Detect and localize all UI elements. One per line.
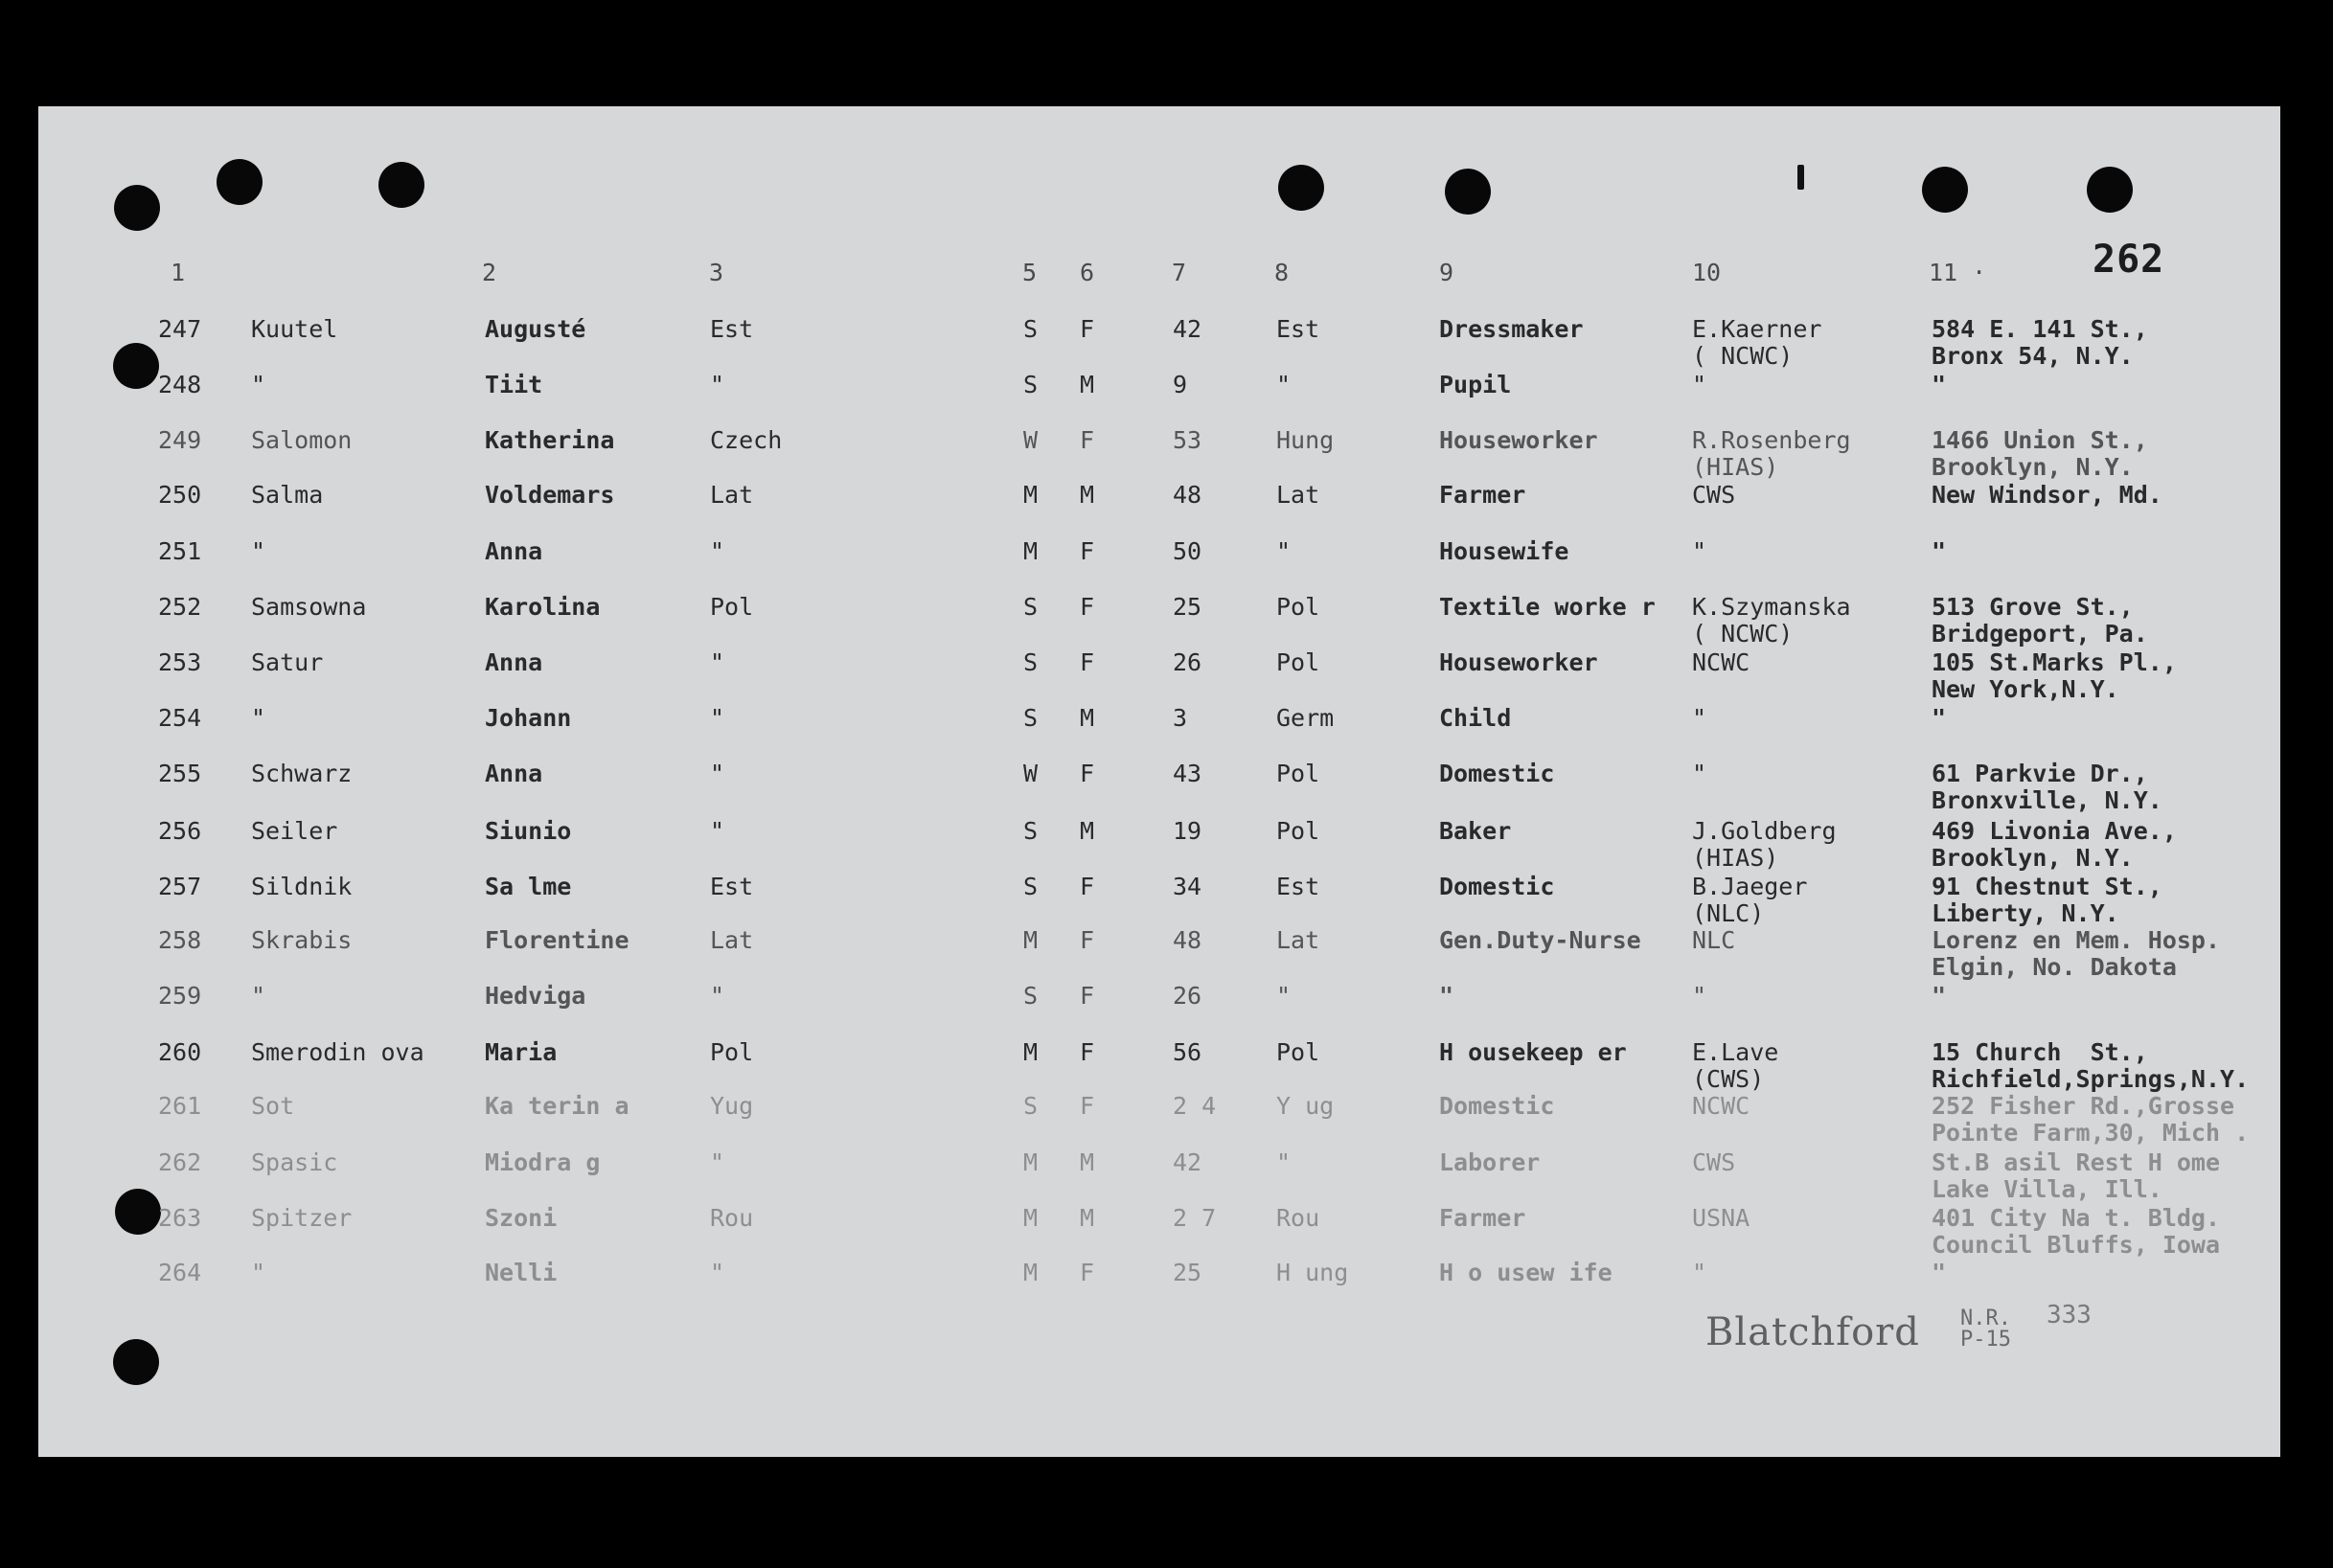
nationality: " bbox=[710, 648, 725, 676]
age: 25 bbox=[1173, 593, 1202, 621]
surname: Spasic bbox=[251, 1148, 338, 1176]
sex: F bbox=[1080, 1259, 1095, 1286]
occupation: Domestic bbox=[1439, 873, 1555, 900]
row-number: 259 bbox=[158, 982, 202, 1010]
agency: CWS bbox=[1692, 1148, 1736, 1176]
age: 53 bbox=[1173, 426, 1202, 454]
occupation: H ousekeep er bbox=[1439, 1038, 1627, 1066]
occupation: Domestic bbox=[1439, 760, 1555, 787]
marital-status: S bbox=[1023, 982, 1039, 1010]
address: 15 Church St., Richfield,Springs,N.Y. bbox=[1932, 1038, 2250, 1093]
address: 584 E. 141 St., Bronx 54, N.Y. bbox=[1932, 315, 2148, 370]
given-name: Anna bbox=[485, 537, 543, 565]
row-number: 257 bbox=[158, 873, 202, 900]
agency: NCWC bbox=[1692, 648, 1750, 676]
row-number: 258 bbox=[158, 926, 202, 954]
age: 42 bbox=[1173, 315, 1202, 343]
country: Pol bbox=[1276, 760, 1320, 787]
surname: Seiler bbox=[251, 817, 338, 845]
marital-status: M bbox=[1023, 537, 1039, 565]
marital-status: S bbox=[1023, 817, 1039, 845]
country: Rou bbox=[1276, 1204, 1320, 1232]
address: 61 Parkvie Dr., Bronxville, N.Y. bbox=[1932, 760, 2162, 814]
row-number: 250 bbox=[158, 481, 202, 509]
address: St.B asil Rest H ome Lake Villa, Ill. bbox=[1932, 1148, 2221, 1203]
address: " bbox=[1932, 1259, 1947, 1286]
marital-status: W bbox=[1023, 760, 1039, 787]
country: H ung bbox=[1276, 1259, 1349, 1286]
address: " bbox=[1932, 704, 1947, 732]
marital-status: M bbox=[1023, 1204, 1039, 1232]
marital-status: S bbox=[1023, 704, 1039, 732]
sex: F bbox=[1080, 315, 1095, 343]
occupation: H o usew ife bbox=[1439, 1259, 1613, 1286]
address: " bbox=[1932, 982, 1947, 1010]
nationality: " bbox=[710, 371, 725, 398]
sex: F bbox=[1080, 1038, 1095, 1066]
surname: " bbox=[251, 537, 266, 565]
table-row bbox=[0, 818, 2333, 874]
table-row bbox=[0, 1205, 2333, 1261]
given-name: Szoni bbox=[485, 1204, 558, 1232]
agency: R.Rosenberg (HIAS) bbox=[1692, 426, 1851, 481]
given-name: Florentine bbox=[485, 926, 629, 954]
table-row bbox=[0, 1093, 2333, 1148]
address: 401 City Na t. Bldg. Council Bluffs, Iowa bbox=[1932, 1204, 2221, 1259]
occupation: Baker bbox=[1439, 817, 1512, 845]
surname: " bbox=[251, 1259, 266, 1286]
punch-hole bbox=[114, 185, 160, 231]
marital-status: M bbox=[1023, 1148, 1039, 1176]
address: 252 Fisher Rd.,Grosse Pointe Farm,30, Mich . bbox=[1932, 1092, 2250, 1147]
marital-status: S bbox=[1023, 1092, 1039, 1120]
nationality: Rou bbox=[710, 1204, 754, 1232]
given-name: Johann bbox=[485, 704, 572, 732]
occupation: Housewife bbox=[1439, 537, 1569, 565]
sex: F bbox=[1080, 593, 1095, 621]
given-name: Katherina bbox=[485, 426, 615, 454]
row-number: 263 bbox=[158, 1204, 202, 1232]
sex: F bbox=[1080, 1092, 1095, 1120]
sex: F bbox=[1080, 648, 1095, 676]
agency: USNA bbox=[1692, 1204, 1750, 1232]
agency: B.Jaeger (NLC) bbox=[1692, 873, 1808, 927]
given-name: Ka terin a bbox=[485, 1092, 629, 1120]
nationality: " bbox=[710, 537, 725, 565]
sex: M bbox=[1080, 1148, 1095, 1176]
agency: " bbox=[1692, 537, 1707, 565]
age: 48 bbox=[1173, 926, 1202, 954]
column-header: 8 bbox=[1274, 259, 1290, 286]
surname: Satur bbox=[251, 648, 324, 676]
surname: Smerodin ova bbox=[251, 1038, 424, 1066]
table-row bbox=[0, 372, 2333, 427]
age: 3 bbox=[1173, 704, 1188, 732]
nationality: Pol bbox=[710, 593, 754, 621]
occupation: Houseworker bbox=[1439, 648, 1598, 676]
occupation: Dressmaker bbox=[1439, 315, 1584, 343]
column-header: 7 bbox=[1172, 259, 1187, 286]
row-number: 251 bbox=[158, 537, 202, 565]
occupation: Pupil bbox=[1439, 371, 1512, 398]
country: Pol bbox=[1276, 817, 1320, 845]
occupation: Farmer bbox=[1439, 1204, 1526, 1232]
nationality: Est bbox=[710, 315, 754, 343]
sex: M bbox=[1080, 817, 1095, 845]
table-row bbox=[0, 427, 2333, 483]
given-name: Karolina bbox=[485, 593, 601, 621]
nationality: Lat bbox=[710, 926, 754, 954]
country: Pol bbox=[1276, 1038, 1320, 1066]
surname: Skrabis bbox=[251, 926, 353, 954]
given-name: Sa lme bbox=[485, 873, 572, 900]
sex: M bbox=[1080, 371, 1095, 398]
column-header: 10 bbox=[1692, 259, 1722, 286]
table-row bbox=[0, 482, 2333, 537]
address: 513 Grove St., Bridgeport, Pa. bbox=[1932, 593, 2148, 648]
punch-hole bbox=[2087, 167, 2133, 213]
occupation: " bbox=[1439, 982, 1454, 1010]
occupation: Farmer bbox=[1439, 481, 1526, 509]
agency: " bbox=[1692, 704, 1707, 732]
marital-status: M bbox=[1023, 1259, 1039, 1286]
occupation: Houseworker bbox=[1439, 426, 1598, 454]
row-number: 261 bbox=[158, 1092, 202, 1120]
age: 34 bbox=[1173, 873, 1202, 900]
table-row bbox=[0, 761, 2333, 816]
table-row bbox=[0, 649, 2333, 705]
agency: " bbox=[1692, 982, 1707, 1010]
agency: NCWC bbox=[1692, 1092, 1750, 1120]
agency: " bbox=[1692, 371, 1707, 398]
nationality: Czech bbox=[710, 426, 783, 454]
row-number: 255 bbox=[158, 760, 202, 787]
given-name: Nelli bbox=[485, 1259, 558, 1286]
given-name: Anna bbox=[485, 648, 543, 676]
occupation: Gen.Duty-Nurse bbox=[1439, 926, 1641, 954]
row-number: 256 bbox=[158, 817, 202, 845]
age: 48 bbox=[1173, 481, 1202, 509]
nationality: Yug bbox=[710, 1092, 754, 1120]
row-number: 247 bbox=[158, 315, 202, 343]
punch-hole bbox=[1922, 167, 1968, 213]
column-header: 5 bbox=[1022, 259, 1038, 286]
sex: F bbox=[1080, 426, 1095, 454]
surname: Sot bbox=[251, 1092, 295, 1120]
table-row bbox=[0, 538, 2333, 594]
country: Y ug bbox=[1276, 1092, 1335, 1120]
marital-status: S bbox=[1023, 873, 1039, 900]
country: Pol bbox=[1276, 648, 1320, 676]
signature: Blatchford bbox=[1705, 1310, 1920, 1354]
punch-hole bbox=[1445, 169, 1491, 215]
table-row bbox=[0, 705, 2333, 761]
occupation: Laborer bbox=[1439, 1148, 1541, 1176]
sex: F bbox=[1080, 926, 1095, 954]
age: 56 bbox=[1173, 1038, 1202, 1066]
marital-status: S bbox=[1023, 648, 1039, 676]
occupation: Domestic bbox=[1439, 1092, 1555, 1120]
row-number: 249 bbox=[158, 426, 202, 454]
table-row bbox=[0, 594, 2333, 649]
punch-hole bbox=[378, 162, 424, 208]
nationality: Est bbox=[710, 873, 754, 900]
age: 2 4 bbox=[1173, 1092, 1217, 1120]
address: 91 Chestnut St., Liberty, N.Y. bbox=[1932, 873, 2162, 927]
country: Est bbox=[1276, 873, 1320, 900]
sex: M bbox=[1080, 481, 1095, 509]
given-name: Siunio bbox=[485, 817, 572, 845]
punch-hole bbox=[1278, 165, 1324, 211]
nationality: " bbox=[710, 704, 725, 732]
country: Pol bbox=[1276, 593, 1320, 621]
address: 105 St.Marks Pl., New York,N.Y. bbox=[1932, 648, 2177, 703]
agency: NLC bbox=[1692, 926, 1736, 954]
age: 26 bbox=[1173, 982, 1202, 1010]
age: 2 7 bbox=[1173, 1204, 1217, 1232]
table-row bbox=[0, 1039, 2333, 1095]
surname: Spitzer bbox=[251, 1204, 353, 1232]
age: 26 bbox=[1173, 648, 1202, 676]
marital-status: S bbox=[1023, 371, 1039, 398]
sex: M bbox=[1080, 704, 1095, 732]
given-name: Augusté bbox=[485, 315, 586, 343]
surname: Kuutel bbox=[251, 315, 338, 343]
address: 1466 Union St., Brooklyn, N.Y. bbox=[1932, 426, 2148, 481]
punch-hole bbox=[113, 1339, 159, 1385]
given-name: Voldemars bbox=[485, 481, 615, 509]
country: " bbox=[1276, 1148, 1292, 1176]
surname: Samsowna bbox=[251, 593, 367, 621]
table-row bbox=[0, 316, 2333, 372]
surname: Sildnik bbox=[251, 873, 353, 900]
row-number: 260 bbox=[158, 1038, 202, 1066]
age: 42 bbox=[1173, 1148, 1202, 1176]
row-number: 252 bbox=[158, 593, 202, 621]
row-number: 254 bbox=[158, 704, 202, 732]
address: " bbox=[1932, 537, 1947, 565]
given-name: Hedviga bbox=[485, 982, 586, 1010]
surname: Salma bbox=[251, 481, 324, 509]
page-number: 262 bbox=[2093, 238, 2165, 282]
column-header: 9 bbox=[1439, 259, 1454, 286]
column-header: 3 bbox=[709, 259, 724, 286]
marital-status: M bbox=[1023, 926, 1039, 954]
occupation: Child bbox=[1439, 704, 1512, 732]
address: " bbox=[1932, 371, 1947, 398]
column-header: 11 · bbox=[1929, 259, 1987, 286]
marital-status: M bbox=[1023, 1038, 1039, 1066]
row-number: 264 bbox=[158, 1259, 202, 1286]
column-header: 6 bbox=[1080, 259, 1095, 286]
nationality: Lat bbox=[710, 481, 754, 509]
country: Est bbox=[1276, 315, 1320, 343]
country: Lat bbox=[1276, 926, 1320, 954]
age: 19 bbox=[1173, 817, 1202, 845]
given-name: Maria bbox=[485, 1038, 558, 1066]
nationality: Pol bbox=[710, 1038, 754, 1066]
surname: " bbox=[251, 371, 266, 398]
marital-status: M bbox=[1023, 481, 1039, 509]
agency: CWS bbox=[1692, 481, 1736, 509]
nationality: " bbox=[710, 760, 725, 787]
surname: " bbox=[251, 704, 266, 732]
agency: " bbox=[1692, 1259, 1707, 1286]
country: Hung bbox=[1276, 426, 1335, 454]
address: New Windsor, Md. bbox=[1932, 481, 2162, 509]
table-row bbox=[0, 927, 2333, 983]
nationality: " bbox=[710, 1148, 725, 1176]
surname: Schwarz bbox=[251, 760, 353, 787]
sex: M bbox=[1080, 1204, 1095, 1232]
agency: K.Szymanska ( NCWC) bbox=[1692, 593, 1851, 648]
table-row bbox=[0, 874, 2333, 929]
address: 469 Livonia Ave., Brooklyn, N.Y. bbox=[1932, 817, 2177, 872]
sex: F bbox=[1080, 760, 1095, 787]
row-number: 248 bbox=[158, 371, 202, 398]
marital-status: S bbox=[1023, 315, 1039, 343]
table-row bbox=[0, 1149, 2333, 1205]
reference-number: 333 bbox=[2047, 1301, 2092, 1329]
marital-status: W bbox=[1023, 426, 1039, 454]
country: " bbox=[1276, 537, 1292, 565]
given-name: Miodra g bbox=[485, 1148, 601, 1176]
agency: E.Kaerner ( NCWC) bbox=[1692, 315, 1822, 370]
column-header: 2 bbox=[482, 259, 497, 286]
age: 25 bbox=[1173, 1259, 1202, 1286]
age: 43 bbox=[1173, 760, 1202, 787]
agency: J.Goldberg (HIAS) bbox=[1692, 817, 1837, 872]
country: Lat bbox=[1276, 481, 1320, 509]
row-number: 253 bbox=[158, 648, 202, 676]
age: 50 bbox=[1173, 537, 1202, 565]
country: Germ bbox=[1276, 704, 1335, 732]
ink-mark bbox=[1797, 165, 1804, 190]
table-row bbox=[0, 983, 2333, 1038]
sex: F bbox=[1080, 537, 1095, 565]
surname: " bbox=[251, 982, 266, 1010]
surname: Salomon bbox=[251, 426, 353, 454]
country: " bbox=[1276, 982, 1292, 1010]
marital-status: S bbox=[1023, 593, 1039, 621]
address: Lorenz en Mem. Hosp. Elgin, No. Dakota bbox=[1932, 926, 2221, 981]
punch-hole bbox=[217, 159, 263, 205]
reference-code: N.R. P-15 bbox=[1960, 1307, 2011, 1352]
nationality: " bbox=[710, 1259, 725, 1286]
sex: F bbox=[1080, 982, 1095, 1010]
agency: E.Lave (CWS) bbox=[1692, 1038, 1779, 1093]
age: 9 bbox=[1173, 371, 1188, 398]
given-name: Tiit bbox=[485, 371, 543, 398]
nationality: " bbox=[710, 817, 725, 845]
agency: " bbox=[1692, 760, 1707, 787]
sex: F bbox=[1080, 873, 1095, 900]
country: " bbox=[1276, 371, 1292, 398]
occupation: Textile worke r bbox=[1439, 593, 1656, 621]
row-number: 262 bbox=[158, 1148, 202, 1176]
given-name: Anna bbox=[485, 760, 543, 787]
column-header: 1 bbox=[171, 259, 186, 286]
nationality: " bbox=[710, 982, 725, 1010]
